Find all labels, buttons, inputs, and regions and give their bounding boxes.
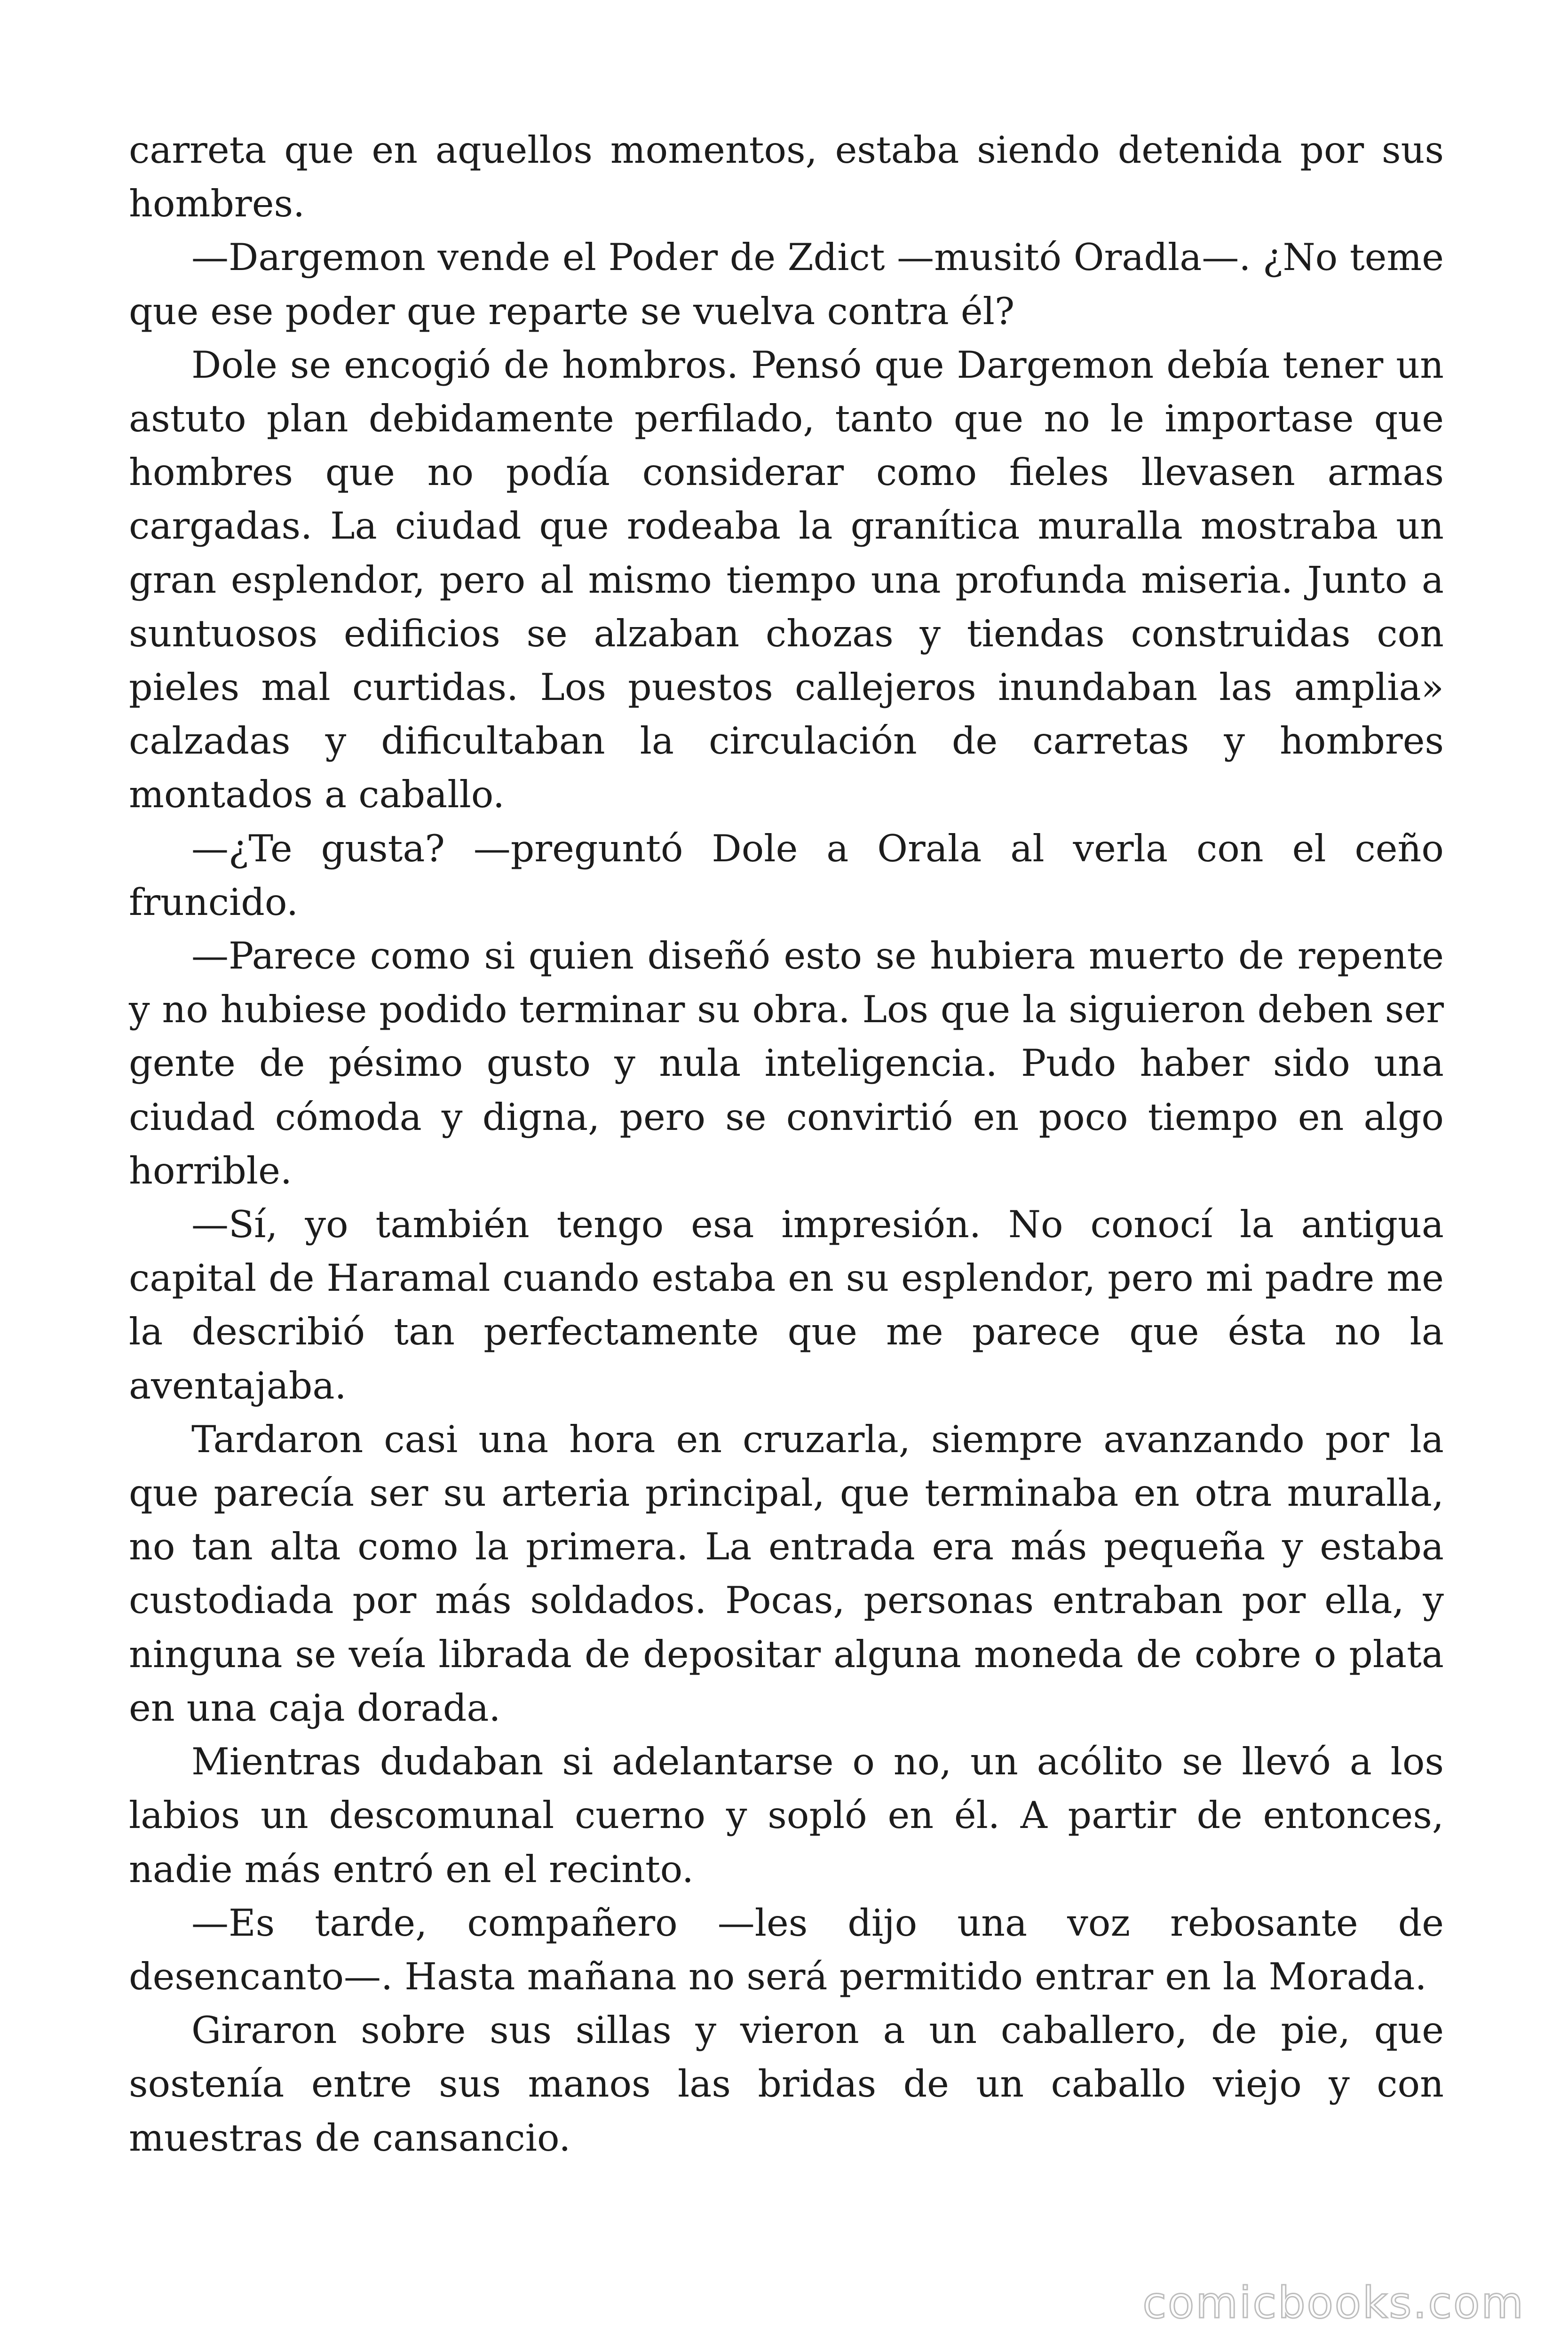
- paragraph: —¿Te gusta? —preguntó Dole a Orala al verla con el ceño fruncido.: [129, 826, 1444, 924]
- paragraph: —Dargemon vende el Poder de Zdict —musitó Oradla—. ¿No teme que ese poder que reparte se vuelva contra él?: [129, 236, 1444, 333]
- paragraph: —Es tarde, compañero —les dijo una voz rebosante de desencanto—. Hasta mañana no será permitido entrar en la Morada.: [129, 1901, 1444, 1998]
- paragraph: Tardaron casi una hora en cruzarla, siempre avanzando por la que parecía ser su arteria principal, que terminaba en otra muralla, no tan alta como la primera. La entrada era más pequeña y estaba custodiada por más soldados. Pocas, personas entraban por ella, y ninguna se veía librada de depositar alguna moneda de cobre o plata en una caja dorada.: [129, 1417, 1444, 1730]
- paragraph: Dole se encogió de hombros. Pensó que Dargemon debía tener un astuto plan debidamente perfilado, tanto que no le importase que hombres que no podía considerar como fieles llevasen armas cargadas. La ciudad que rodeaba la granítica muralla mostraba un gran esplendor, pero al mismo tiempo una profunda miseria. Junto a suntuosos edificios se alzaban chozas y tiendas construidas con pieles mal curtidas. Los puestos callejeros inundaban las amplia» calzadas y dificultaban la circulación de carretas y hombres montados a caballo.: [129, 343, 1444, 817]
- paragraph: —Parece como si quien diseñó esto se hubiera muerto de repente y no hubiese podido terminar su obra. Los que la siguieron deben ser gente de pésimo gusto y nula inteligencia. Pudo haber sido una ciudad cómoda y digna, pero se convirtió en poco tiempo en algo horrible.: [129, 934, 1444, 1192]
- paragraph: Mientras dudaban si adelantarse o no, un acólito se llevó a los labios un descomunal cuerno y sopló en él. A partir de entonces, nadie más entró en el recinto.: [129, 1740, 1444, 1891]
- paragraph: carreta que en aquellos momentos, estaba siendo detenida por sus hombres.: [129, 128, 1444, 226]
- watermark-logo: comicbooks.com: [1142, 2278, 1525, 2328]
- body-text: [129, 123, 1444, 2165]
- paragraph: Giraron sobre sus sillas y vieron a un caballero, de pie, que sostenía entre sus manos las bridas de un caballo viejo y con muestras de cansancio.: [129, 2009, 1444, 2160]
- paragraph: —Sí, yo también tengo esa impresión. No conocí la antigua capital de Haramal cuando estaba en su esplendor, pero mi padre me la describió tan perfectamente que me parece que ésta no la aventajaba.: [129, 1203, 1444, 1407]
